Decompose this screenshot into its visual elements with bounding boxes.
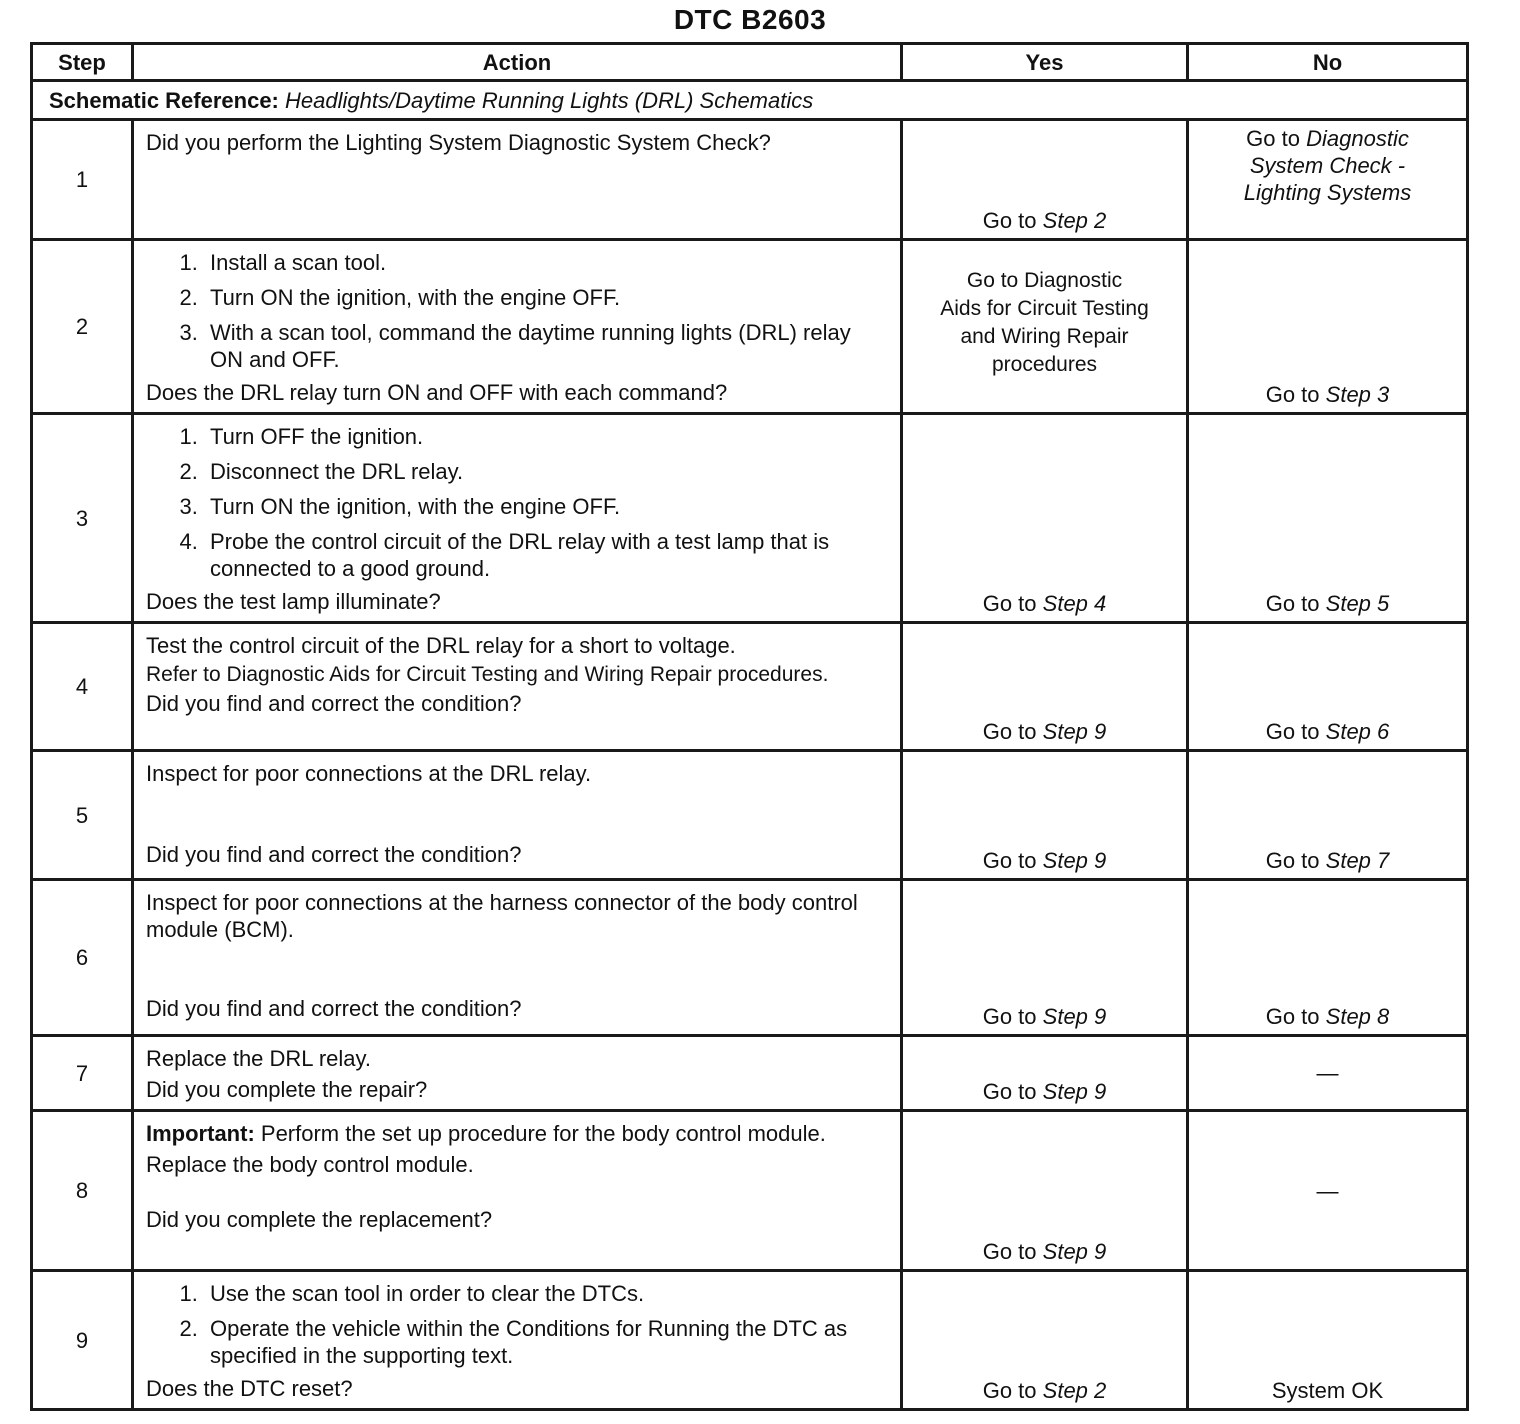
no-cell (1188, 1036, 1468, 1111)
step-number: 9 (32, 1271, 133, 1410)
yes-cell (902, 751, 1188, 880)
table-row (32, 1036, 1468, 1111)
instruction-item: 2. Disconnect the DRL relay. (204, 458, 888, 485)
table-row (32, 120, 1468, 240)
table-row (32, 880, 1468, 1036)
page-title: DTC B2603 (673, 4, 827, 35)
step-number: 4 (32, 623, 133, 751)
yes-cell (902, 240, 1188, 414)
yes-link[interactable]: Go to Diagnostic Aids for Circuit Testing and Wiring Repair procedures (940, 269, 1149, 376)
question: Does the DTC reset? (146, 1376, 353, 1401)
no-link[interactable]: Go to Step 6 (1265, 719, 1390, 744)
schematic-reference-label: Schematic Reference: (49, 87, 279, 113)
table-row (32, 414, 1468, 623)
schematic-reference (32, 81, 1468, 120)
no-cell (1188, 240, 1468, 414)
table-row (32, 623, 1468, 751)
instruction-item: 1. Use the scan tool in order to clear the DTCs. (204, 1280, 888, 1307)
instruction-item: 1. Turn OFF the ignition. (204, 423, 888, 450)
schematic-reference-row (32, 81, 1468, 120)
no-cell (1188, 120, 1468, 240)
action-cell (133, 414, 902, 623)
instruction-text: Replace the body control module. (146, 1152, 474, 1177)
instruction-item: 3. With a scan tool, command the daytime running lights (DRL) relay ON and OFF. (204, 319, 888, 373)
no-link[interactable]: Go to Step 3 (1265, 382, 1390, 407)
header-no: No (1188, 44, 1468, 81)
question: Did you find and correct the condition? (146, 691, 522, 716)
no-cell (1188, 1271, 1468, 1410)
instruction-text: Test the control circuit of the DRL relay for a short to voltage. (146, 633, 736, 658)
question: Did you perform the Lighting System Diagnostic System Check? (146, 130, 771, 155)
yes-link[interactable]: Go to Step 2 (982, 1378, 1107, 1403)
yes-cell (902, 1271, 1188, 1410)
table-row (32, 751, 1468, 880)
important-note: Important: Perform the set up procedure for the body control module. (146, 1121, 826, 1146)
question: Did you find and correct the condition? (146, 842, 522, 867)
instruction-text: Inspect for poor connections at the DRL relay. (146, 761, 592, 786)
action-cell (133, 240, 902, 414)
step-number: 3 (32, 414, 133, 623)
yes-link[interactable]: Go to Step 9 (982, 848, 1107, 873)
yes-link[interactable]: Go to Step 9 (982, 1079, 1107, 1104)
instruction-text: Inspect for poor connections at the harness connector of the body control module (BCM). (146, 890, 858, 942)
no-cell (1188, 414, 1468, 623)
no-cell (1188, 880, 1468, 1036)
header-step: Step (32, 44, 133, 81)
question: Does the DRL relay turn ON and OFF with each command? (146, 380, 728, 405)
header-action: Action (133, 44, 902, 81)
action-cell (133, 623, 902, 751)
instruction-text: Replace the DRL relay. (146, 1046, 371, 1071)
yes-cell (902, 1111, 1188, 1271)
yes-link[interactable]: Go to Step 9 (982, 1239, 1107, 1264)
yes-link[interactable]: Go to Step 2 (982, 208, 1107, 233)
action-cell (133, 1111, 902, 1271)
table-row (32, 1271, 1468, 1410)
question: Did you find and correct the condition? (146, 996, 522, 1021)
instruction-item: 1. Install a scan tool. (204, 249, 888, 276)
table-row (32, 1111, 1468, 1271)
action-cell (133, 880, 902, 1036)
instruction-list (146, 249, 888, 373)
no-link[interactable]: Go to Step 8 (1265, 1004, 1390, 1029)
yes-cell (902, 623, 1188, 751)
header-row (32, 44, 1468, 81)
no-link[interactable]: Go to Step 5 (1265, 591, 1390, 616)
question: Does the test lamp illuminate? (146, 589, 441, 614)
reference-note: Refer to Diagnostic Aids for Circuit Testing and Wiring Repair procedures. (146, 663, 829, 686)
action-cell (133, 1036, 902, 1111)
yes-cell (902, 120, 1188, 240)
instruction-item: 2. Turn ON the ignition, with the engine OFF. (204, 284, 888, 311)
no-link[interactable]: Go to Diagnostic System Check - Lighting Systems (1243, 126, 1412, 205)
step-number: 1 (32, 120, 133, 240)
yes-link[interactable]: Go to Step 9 (982, 719, 1107, 744)
no-cell (1188, 751, 1468, 880)
question: Did you complete the repair? (146, 1077, 428, 1102)
no-dash: — (1316, 1178, 1339, 1203)
instruction-item: 2. Operate the vehicle within the Conditions for Running the DTC as specified in the supporting text. (204, 1315, 888, 1369)
yes-cell (902, 414, 1188, 623)
question: Did you complete the replacement? (146, 1207, 493, 1232)
instruction-item: 3. Turn ON the ignition, with the engine OFF. (204, 493, 888, 520)
step-number: 5 (32, 751, 133, 880)
action-cell (133, 120, 902, 240)
yes-link[interactable]: Go to Step 4 (982, 591, 1107, 616)
action-cell (133, 751, 902, 880)
no-cell (1188, 623, 1468, 751)
no-link[interactable]: Go to Step 7 (1265, 848, 1390, 873)
instruction-list (146, 1280, 888, 1369)
table-row (32, 240, 1468, 414)
step-number: 6 (32, 880, 133, 1036)
instruction-list (146, 423, 888, 582)
action-cell (133, 1271, 902, 1410)
yes-cell (902, 880, 1188, 1036)
yes-cell (902, 1036, 1188, 1111)
no-cell (1188, 1111, 1468, 1271)
diagnostic-table (30, 42, 1469, 1411)
no-dash: — (1316, 1060, 1339, 1086)
step-number: 7 (32, 1036, 133, 1111)
schematic-reference-link[interactable]: Headlights/Daytime Running Lights (DRL) Schematics (285, 87, 814, 113)
instruction-item: 4. Probe the control circuit of the DRL relay with a test lamp that is connected to a good ground. (204, 528, 888, 582)
step-number: 8 (32, 1111, 133, 1271)
yes-link[interactable]: Go to Step 9 (982, 1004, 1107, 1029)
header-yes: Yes (902, 44, 1188, 81)
step-number: 2 (32, 240, 133, 414)
no-result: System OK (1271, 1378, 1384, 1403)
